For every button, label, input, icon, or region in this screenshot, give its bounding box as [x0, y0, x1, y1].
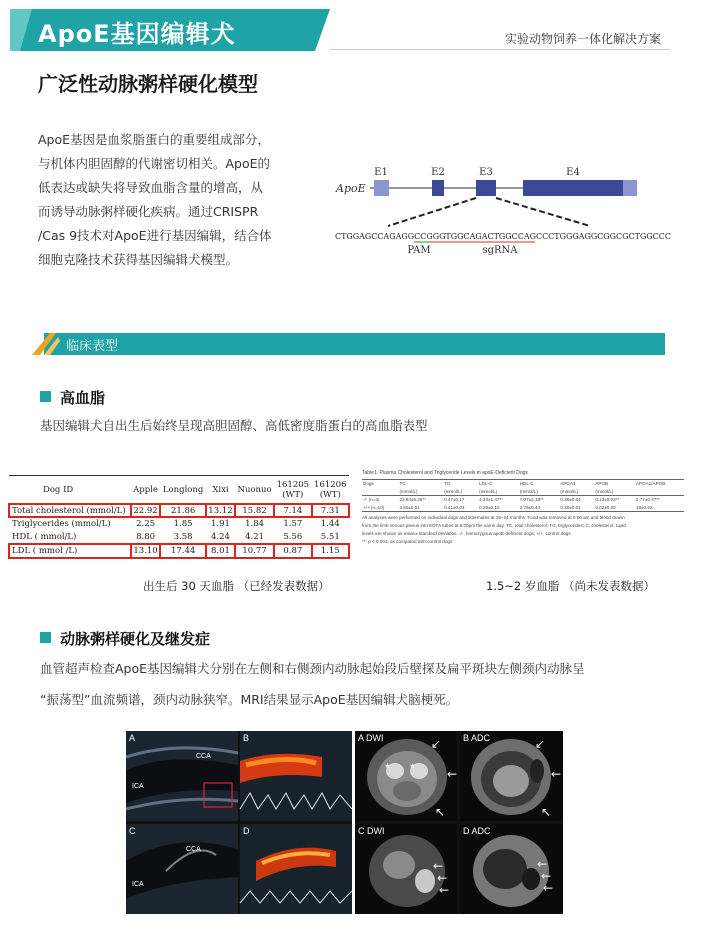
intro-line: ApoE基因是血浆脂蛋白的重要组成部分，: [38, 132, 271, 147]
description-line: “振荡型”血流频谱，颈内动脉狭窄。MRI结果显示ApoE基因编辑犬脑梗死。: [40, 692, 459, 707]
arrow-icon: ←: [543, 881, 554, 895]
table-cell: 0.87: [274, 544, 311, 558]
heading-marker: [40, 632, 51, 643]
table-units-row: [362, 488, 684, 496]
exon-e4: [523, 180, 623, 196]
table-header: Longlong: [162, 484, 204, 495]
table-cell: 23.64±6.26**: [399, 497, 426, 503]
table-cell: 2.25: [136, 518, 156, 529]
table-cell: 0.47±0.17: [444, 497, 465, 503]
panel-label: C: [129, 826, 136, 836]
heading-marker: [40, 391, 51, 402]
table-cell: 1.57: [283, 518, 303, 529]
table-unit: (mmol/L): [560, 488, 579, 494]
table-cell: 4.24: [211, 532, 230, 543]
arrow-icon: ←: [437, 871, 448, 885]
exon-e1: [374, 180, 389, 196]
table-row: [362, 496, 684, 504]
table-cell: 0.41±0.03: [444, 504, 465, 510]
asterisk-marker: *: [410, 761, 415, 775]
table-cell: 0.29±0.10: [479, 504, 500, 510]
ica-label: ICA: [132, 783, 144, 790]
table-header: Nuonuo: [237, 484, 272, 495]
table-cell: 7.31: [312, 504, 349, 518]
table-cell: HDL ( mmol/L): [12, 532, 77, 543]
table-header: HDL-C: [519, 481, 534, 487]
panel-label: D: [243, 826, 250, 836]
table-cell: 1.84: [245, 518, 265, 529]
table-cell: 19±0.52: [635, 504, 653, 510]
exon-e3: [476, 180, 496, 196]
target-sequence: CTGGAGCCAGAGGCCGGGTGGCAGACTGGCCAGCCCTGGGAGGCGGCGCTGGCCC: [335, 232, 672, 242]
table-header: Dog ID: [43, 484, 74, 495]
panel-label: B: [243, 733, 250, 743]
table-header: TC: [399, 481, 406, 487]
table-header: Apple: [133, 484, 158, 495]
table-cell: 7.07±2.19**: [519, 497, 544, 503]
table-cell: 17.44: [160, 544, 206, 558]
exon-label: E2: [431, 167, 445, 178]
table-cell: 1.91: [211, 518, 230, 529]
intro-line: 细胞克隆技术获得基因编辑犬模型。: [38, 252, 239, 267]
table-row: [362, 504, 684, 512]
table-cell: 10.77: [235, 544, 274, 558]
exon-label: E1: [374, 167, 388, 178]
table-row: [9, 517, 349, 531]
arrow-icon: ↖: [435, 805, 446, 819]
arrow-icon: ↙: [535, 737, 546, 751]
table-cell: LDL ( mmol /L): [9, 544, 131, 558]
intro-line: 而诱导动脉粥样硬化疾病。通过CRISPR: [38, 204, 259, 219]
table-header: APOA1/APOB: [635, 481, 666, 487]
table-unit: [362, 488, 398, 496]
intro-line: 低表达或缺失将导致血脂含量的增高，从: [38, 180, 264, 195]
caption-30d: 出生后 30 天血脂 （已经发表数据）: [143, 579, 330, 593]
table-cell: 3.58: [173, 532, 193, 543]
table-header: LDL-C: [479, 481, 493, 487]
table-cell: 7.14: [274, 504, 311, 518]
panel-label: C DWI: [358, 826, 385, 836]
clinical-section-bar: [22, 333, 665, 355]
table-header-row: [9, 476, 349, 504]
table-cell: 2.77±0.47**: [635, 497, 660, 503]
panel-label: B ADC: [463, 733, 491, 743]
header-divider: [330, 49, 670, 50]
lipid-table-published: [362, 470, 684, 546]
table-cell: Total cholesterol (mmol/L): [9, 504, 131, 518]
table-cell: 3.50±0.51: [399, 504, 420, 510]
arrow-icon: ↖: [541, 805, 552, 819]
table-row: [9, 504, 349, 518]
table-cell: 1.15: [312, 544, 349, 558]
arrow-icon: ←: [447, 767, 458, 781]
lipid-table-30d: [9, 475, 349, 558]
atherosclerosis-description: [40, 653, 585, 715]
table-cell: 13.10: [131, 544, 161, 558]
table-cell: +/+ (n=10): [363, 504, 385, 510]
table-cell: 1.44: [320, 518, 340, 529]
cca-label: CCA: [186, 846, 201, 853]
intro-line: 与机体内胆固醇的代谢密切相关。ApoE的: [38, 156, 271, 171]
table-cell: 8.01: [206, 544, 235, 558]
table-cell: 5.56: [283, 532, 303, 543]
panel-label: A DWI: [358, 733, 384, 743]
clinical-section-label: 临床表型: [66, 339, 119, 354]
table-header: 161206 (WT): [314, 479, 347, 500]
table-cell: 22.92: [131, 504, 161, 518]
description-line: 血管超声检查ApoE基因编辑犬分别在左侧和右侧颈内动脉起始段后壁探及扁平斑块左侧颈内动脉呈: [40, 661, 585, 676]
table-header: TG: [444, 481, 451, 487]
exon-e4-utr: [623, 180, 637, 196]
table-cell: 5.51: [320, 532, 340, 543]
table-header: APOB: [595, 481, 609, 487]
ica-label: ICA: [132, 881, 144, 888]
arrow-icon: ←: [537, 857, 548, 871]
table-cell: 0.02±0.00: [595, 504, 616, 510]
exon-label: E3: [479, 167, 493, 178]
table-header: 161205 (WT): [276, 479, 310, 500]
table-unit: (mmol/L): [399, 488, 418, 494]
caption-1-5-2y: 1.5~2 岁血脂 （尚未发表数据）: [486, 579, 656, 593]
published-table-caption: Table1. Plasma Cholesterol and Triglyceride Levels in apoE-Deficient Dogs: [362, 470, 528, 476]
table-unit: [635, 488, 684, 496]
table-cell: Triglycerides (mmol/L): [12, 518, 111, 529]
table-cell: 1.85: [173, 518, 193, 529]
table-row: [9, 531, 349, 545]
footnote: levels are shown as mean± standard deviation. -/-, homozygous apoE-deficient dogs; +/+, control dogs.: [362, 531, 572, 536]
page-title: 广泛性动脉粥样硬化模型: [38, 72, 258, 96]
mri-figure: [355, 731, 563, 914]
published-table-footnotes: [362, 514, 684, 546]
banner-title: ApoE基因编辑犬: [38, 20, 236, 48]
pam-label: PAM: [407, 245, 431, 256]
panel-label: D ADC: [463, 826, 491, 836]
table-header-row: [362, 480, 684, 488]
atherosclerosis-heading: 动脉粥样硬化及继发症: [40, 628, 210, 649]
ultrasound-images: [126, 731, 352, 914]
table-cell: 0.13±0.03**: [595, 497, 620, 503]
apoe-gene-diagram: [328, 160, 678, 260]
table-cell: 0.36±0.04: [560, 497, 581, 503]
hyperlipidemia-description: 基因编辑犬自出生后始终呈现高胆固醇、高低密度脂蛋白的高血脂表型: [40, 418, 428, 433]
ultrasound-figure: [126, 731, 352, 914]
gene-label: ApoE: [336, 182, 366, 195]
sgrna-label: sgRNA: [482, 245, 518, 256]
arrow-icon: ←: [551, 767, 562, 781]
arrow-icon: ↙: [431, 737, 442, 751]
table-unit: (mmol/L): [444, 488, 463, 494]
footnote: All analyses were performed on individual dogs and littermates at 18–24 months. Food was removed at 0:00 am and blood drawn: [362, 515, 625, 520]
table-cell: 15.82: [235, 504, 274, 518]
arrow-icon: ←: [541, 869, 552, 883]
arrow-icon: ←: [439, 883, 450, 897]
tagline: 实验动物饲养一体化解决方案: [504, 32, 661, 46]
cca-label: CCA: [196, 753, 211, 760]
table-cell: 21.86: [160, 504, 206, 518]
footnote: **: p < 0.001, as compared with control dogs: [362, 539, 453, 544]
hyperlipidemia-heading: 高血脂: [40, 387, 105, 408]
table-header: Dogs: [363, 481, 374, 487]
table-cell: 4.21: [245, 532, 265, 543]
table-cell: -/- (n=4): [363, 497, 380, 503]
table-row: [9, 544, 349, 558]
exon-label: E4: [566, 167, 580, 178]
table-cell: 2.76±0.44: [519, 504, 541, 510]
table-unit: (mmol/L): [595, 488, 614, 494]
table-unit: (mmol/L): [519, 488, 538, 494]
table-unit: (mmol/L): [479, 488, 498, 494]
table-cell: 8.80: [136, 532, 156, 543]
panel-label: A: [129, 733, 136, 743]
footnote: from the limb venous plexus into EDTA tubes at 8:00pm the same day. TC, total cholesterol; TG, triglycerides; C, cholesterol. Lipid: [362, 523, 626, 528]
arrow-icon: ←: [433, 859, 444, 873]
asterisk-marker: *: [385, 761, 390, 775]
table-cell: 4.23±1.47**: [479, 497, 504, 503]
intro-line: /Cas 9技术对ApoE进行基因编辑，结合体: [38, 228, 272, 243]
table-header: Xixi: [212, 484, 229, 495]
table-header: APOA1: [560, 481, 576, 487]
table-cell: 13.12: [206, 504, 235, 518]
table-cell: 0.36±0.01: [560, 504, 581, 510]
mri-images: [355, 731, 563, 914]
exon-e2: [432, 180, 444, 196]
intro-paragraph: [38, 128, 296, 272]
